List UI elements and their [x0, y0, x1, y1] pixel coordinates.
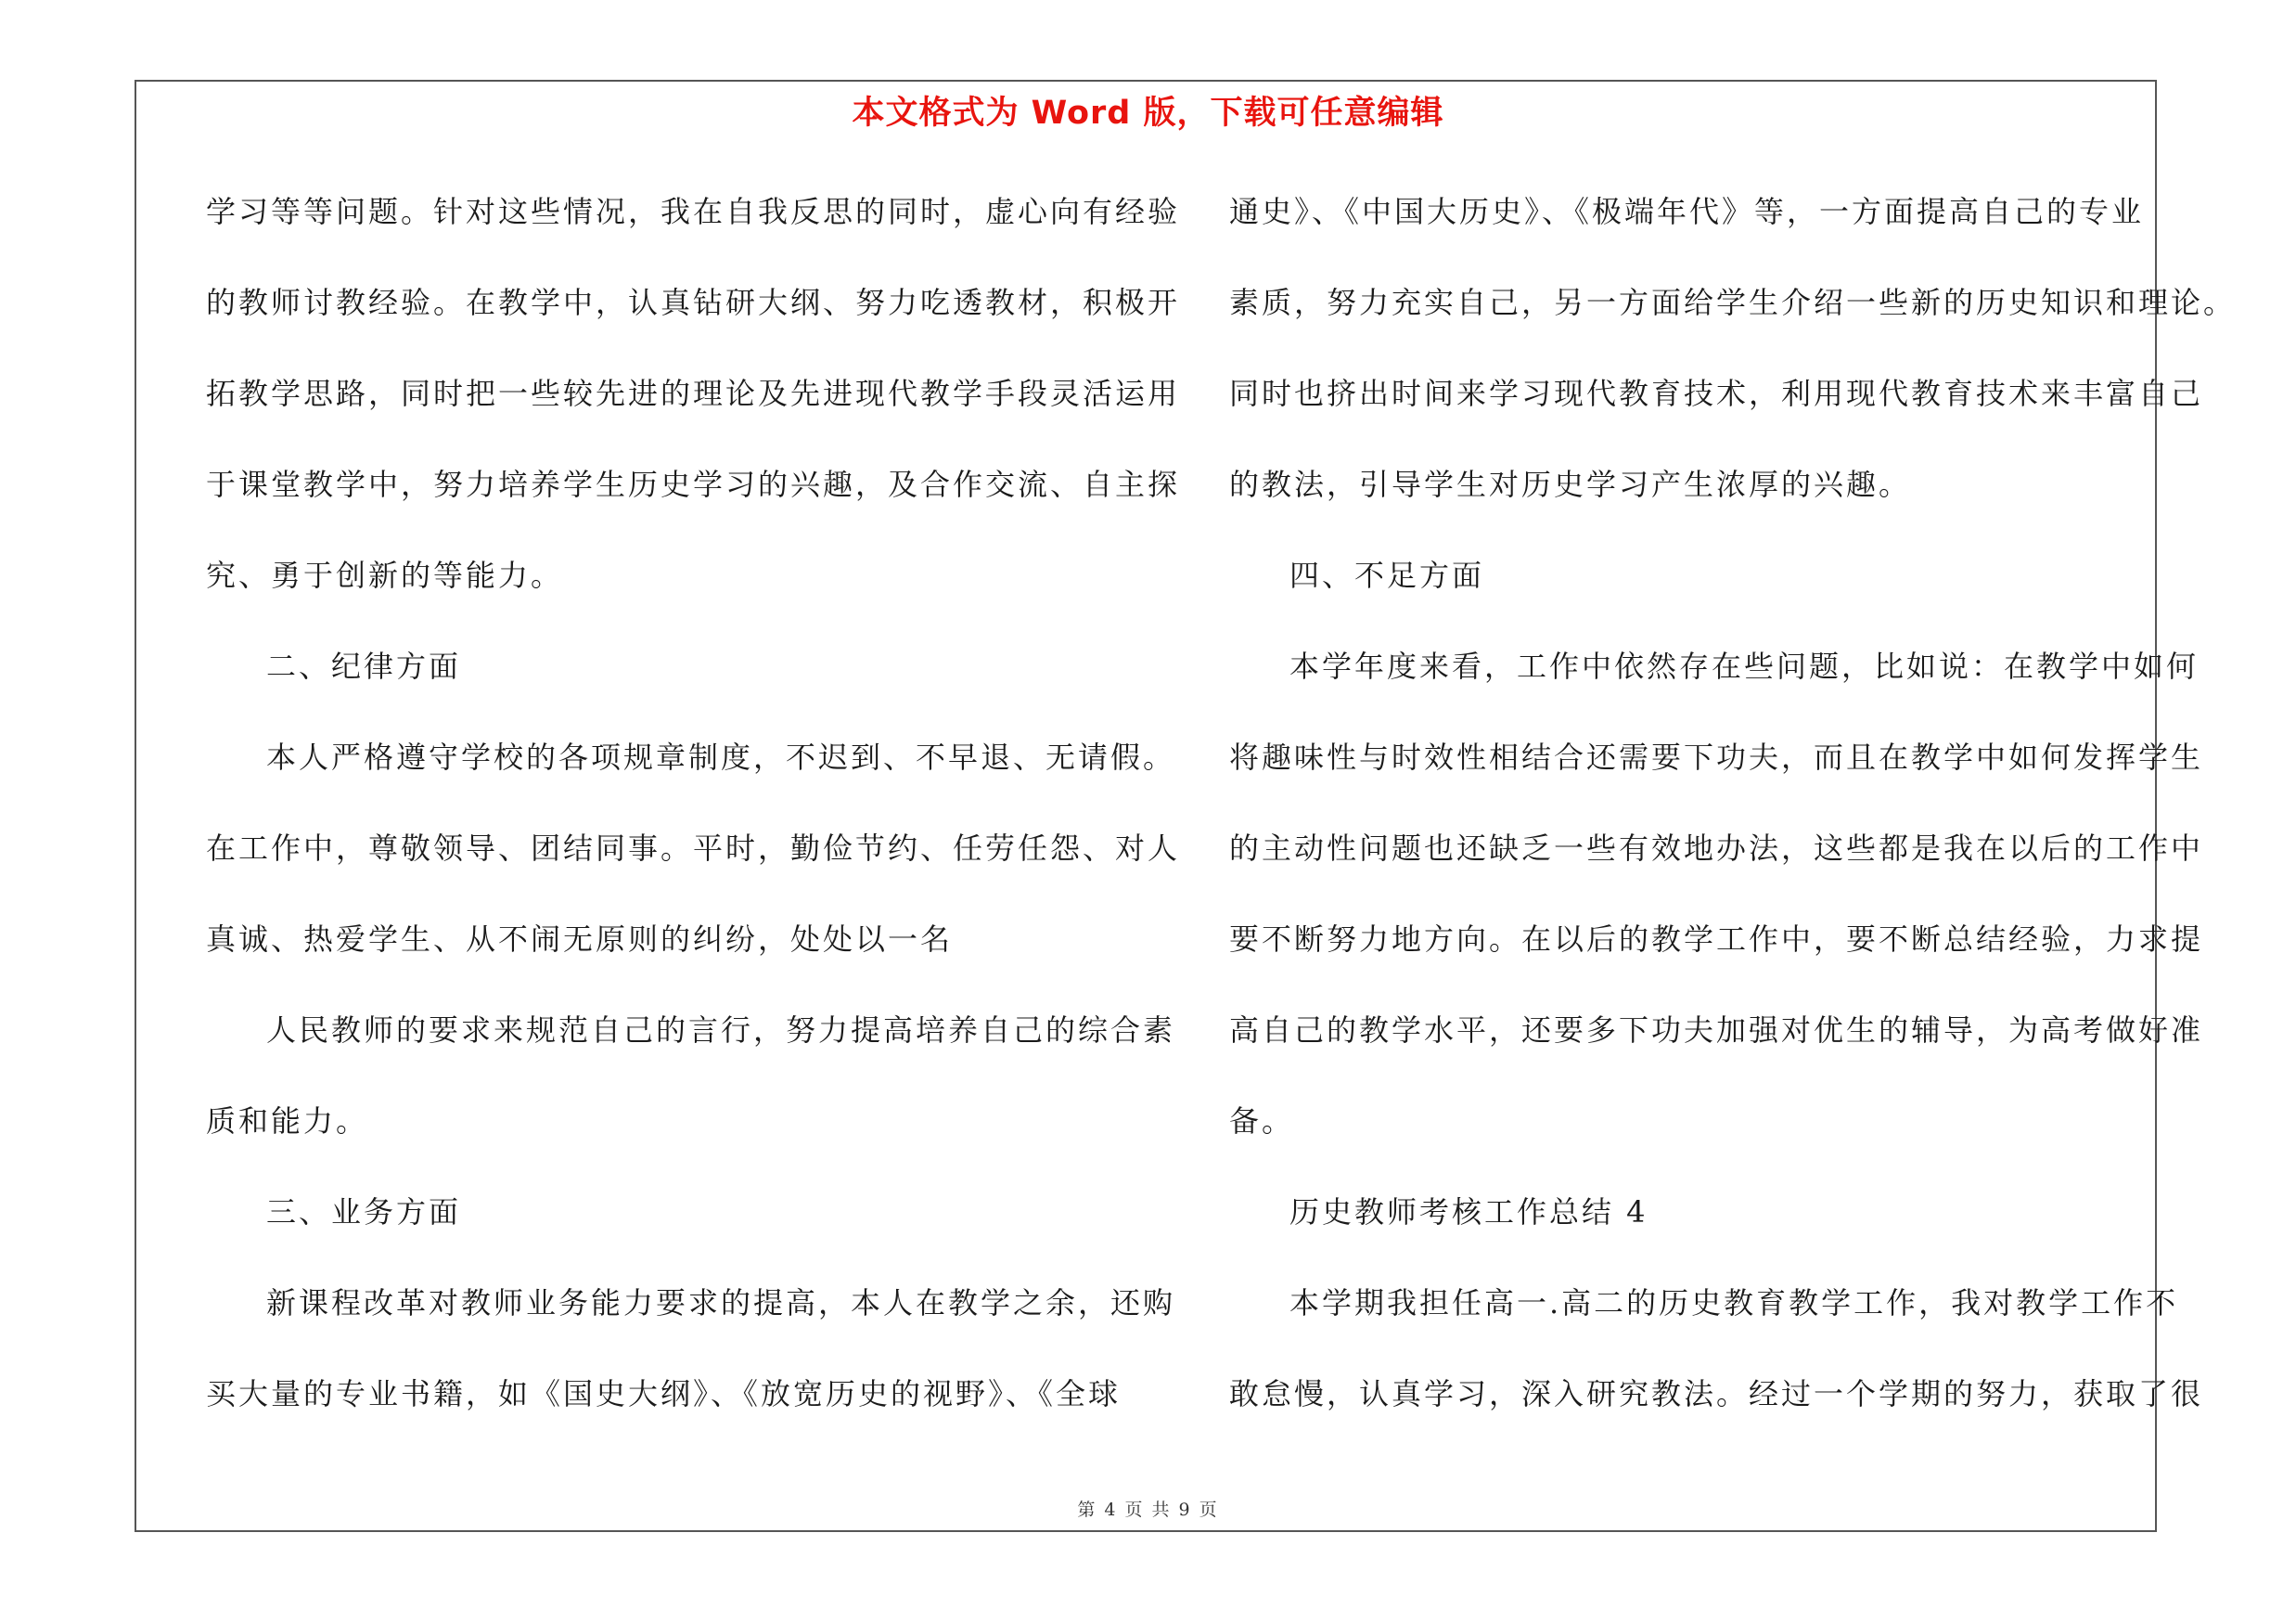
text-line: 历史教师考核工作总结 4 [1289, 1194, 1648, 1230]
text-line: 高自己的教学水平，还要多下功夫加强对优生的辅导，为高考做好准 [1229, 1012, 2204, 1048]
page-number-footer: 第 4 页 共 9 页 [1077, 1500, 1219, 1520]
text-line: 的主动性问题也还缺乏一些有效地办法，这些都是我在以后的工作中 [1229, 831, 2204, 866]
text-line: 将趣味性与时效性相结合还需要下功夫，而且在教学中如何发挥学生 [1229, 740, 2204, 775]
text-line: 敢怠慢，认真学习，深入研究教法。经过一个学期的努力，获取了很 [1229, 1376, 2204, 1411]
text-line: 要不断努力地方向。在以后的教学工作中，要不断总结经验，力求提 [1229, 921, 2204, 957]
text-line: 本人严格遵守学校的各项规章制度，不迟到、不早退、无请假。 [266, 740, 1176, 775]
text-line: 四、不足方面 [1289, 558, 1485, 593]
text-line: 备。 [1229, 1103, 1295, 1139]
text-line: 二、纪律方面 [266, 649, 462, 684]
text-line: 本学期我担任高一.高二的历史教育教学工作，我对教学工作不 [1289, 1285, 2179, 1320]
text-line: 学习等等问题。针对这些情况，我在自我反思的同时，虚心向有经验 [206, 194, 1181, 229]
text-line: 三、业务方面 [266, 1194, 462, 1230]
left-text-column [206, 184, 1181, 1457]
text-line: 通史》、《中国大历史》、《极端年代》等，一方面提高自己的专业 [1229, 194, 2145, 229]
text-line: 真诚、热爱学生、从不闹无原则的纠纷，处处以一名 [206, 921, 954, 957]
text-line: 人民教师的要求来规范自己的言行，努力提高培养自己的综合素 [266, 1012, 1176, 1048]
text-line: 拓教学思路，同时把一些较先进的理论及先进现代教学手段灵活运用 [206, 376, 1181, 411]
right-text-column [1229, 184, 2237, 1457]
text-line: 究、勇于创新的等能力。 [206, 558, 564, 593]
text-line: 素质，努力充实自己，另一方面给学生介绍一些新的历史知识和理论。 [1229, 285, 2237, 320]
text-line: 买大量的专业书籍，如《国史大纲》、《放宽历史的视野》、《全球 [206, 1376, 1122, 1411]
text-line: 本学年度来看，工作中依然存在些问题，比如说：在教学中如何 [1289, 649, 2200, 684]
text-line: 在工作中，尊敬领导、团结同事。平时，勤俭节约、任劳任怨、对人 [206, 831, 1181, 866]
format-banner: 本文格式为 Word 版，下载可任意编辑 [852, 95, 1444, 132]
text-line: 的教师讨教经验。在教学中，认真钻研大纲、努力吃透教材，积极开 [206, 285, 1181, 320]
text-line: 同时也挤出时间来学习现代教育技术，利用现代教育技术来丰富自己 [1229, 376, 2204, 411]
text-line: 于课堂教学中，努力培养学生历史学习的兴趣，及合作交流、自主探 [206, 467, 1181, 502]
text-line: 的教法，引导学生对历史学习产生浓厚的兴趣。 [1229, 467, 1912, 502]
text-line: 新课程改革对教师业务能力要求的提高，本人在教学之余，还购 [266, 1285, 1176, 1320]
text-line: 质和能力。 [206, 1103, 369, 1139]
